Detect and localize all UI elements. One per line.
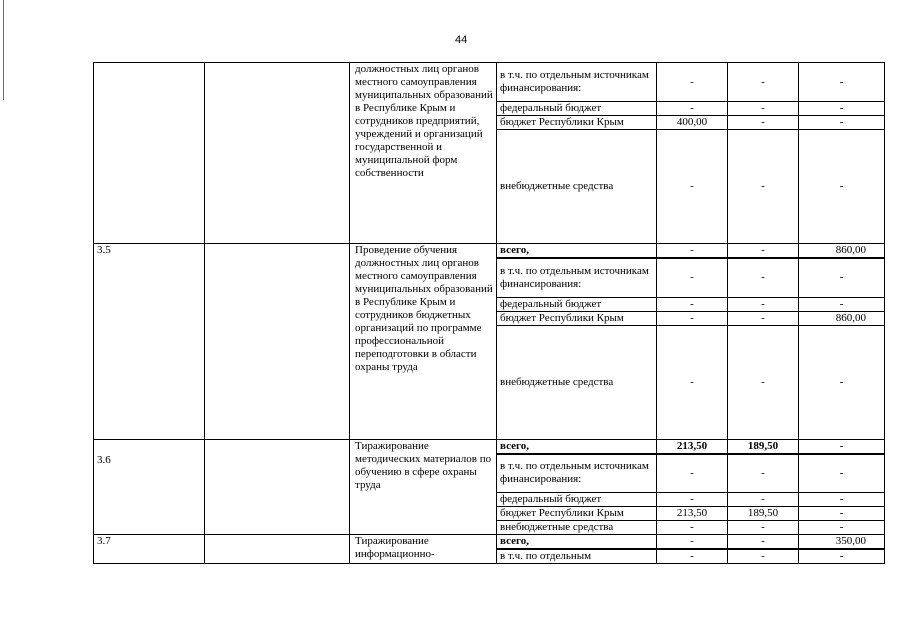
value-cell: - bbox=[657, 297, 728, 311]
value-cell: - bbox=[728, 130, 799, 244]
value-cell: - bbox=[657, 244, 728, 259]
value-cell: - bbox=[799, 63, 885, 102]
value-cell: 860,00 bbox=[799, 311, 885, 325]
value-cell: - bbox=[728, 325, 799, 439]
scan-edge-line bbox=[3, 0, 4, 100]
value-cell: - bbox=[657, 521, 728, 535]
value-cell: - bbox=[799, 549, 885, 564]
value-cell: 189,50 bbox=[728, 439, 799, 454]
source-in-tch: в т.ч. по отдельным источникам финансирования: bbox=[497, 63, 657, 102]
value-cell: - bbox=[657, 454, 728, 493]
source-total: всего, bbox=[497, 244, 657, 259]
value-cell: - bbox=[728, 493, 799, 507]
source-offbudget: внебюджетные средства bbox=[497, 325, 657, 439]
value-cell: - bbox=[657, 102, 728, 116]
item-number: 3.5 bbox=[94, 244, 205, 440]
executor-cell bbox=[205, 244, 350, 440]
value-cell: 350,00 bbox=[799, 535, 885, 550]
source-federal: федеральный бюджет bbox=[497, 102, 657, 116]
value-cell: 213,50 bbox=[657, 439, 728, 454]
value-cell: - bbox=[728, 258, 799, 297]
page-number: 44 bbox=[455, 34, 468, 46]
value-cell: - bbox=[657, 549, 728, 564]
item-number: 3.7 bbox=[94, 535, 205, 564]
source-federal: федеральный бюджет bbox=[497, 493, 657, 507]
value-cell: - bbox=[728, 116, 799, 130]
value-cell: - bbox=[657, 535, 728, 550]
source-total: всего, bbox=[497, 535, 657, 550]
source-offbudget: внебюджетные средства bbox=[497, 130, 657, 244]
value-cell: - bbox=[799, 116, 885, 130]
value-cell: - bbox=[799, 325, 885, 439]
value-cell: 400,00 bbox=[657, 116, 728, 130]
value-cell: - bbox=[799, 507, 885, 521]
table-row bbox=[94, 535, 885, 550]
source-republic: бюджет Республики Крым bbox=[497, 507, 657, 521]
value-cell: - bbox=[799, 258, 885, 297]
item-number-cell bbox=[94, 63, 205, 244]
value-cell: - bbox=[728, 535, 799, 550]
value-cell: - bbox=[728, 102, 799, 116]
table-row bbox=[94, 244, 885, 259]
executor-cell bbox=[205, 439, 350, 535]
value-cell: - bbox=[799, 297, 885, 311]
value-cell: - bbox=[799, 521, 885, 535]
source-offbudget: внебюджетные средства bbox=[497, 521, 657, 535]
source-total: всего, bbox=[497, 439, 657, 454]
value-cell: - bbox=[728, 454, 799, 493]
item-description: Тиражирование методических материалов по обучению в сфере охраны труда bbox=[350, 439, 497, 535]
item-description: Тиражирование информационно- bbox=[350, 535, 497, 564]
item-description: должностных лиц органов местного самоуправления муниципальных образований в Республике Крым и сотрудников предприятий, учреждений и организаций государственной и муниципальной форм собственности bbox=[350, 63, 497, 244]
value-cell: 189,50 bbox=[728, 507, 799, 521]
value-cell: - bbox=[728, 521, 799, 535]
value-cell: - bbox=[728, 244, 799, 259]
source-in-tch: в т.ч. по отдельным bbox=[497, 549, 657, 564]
value-cell: 860,00 bbox=[799, 244, 885, 259]
value-cell: - bbox=[728, 311, 799, 325]
budget-table bbox=[93, 62, 885, 564]
value-cell: - bbox=[657, 325, 728, 439]
value-cell: - bbox=[799, 454, 885, 493]
value-cell: - bbox=[657, 493, 728, 507]
source-republic: бюджет Республики Крым bbox=[497, 311, 657, 325]
source-federal: федеральный бюджет bbox=[497, 297, 657, 311]
source-in-tch: в т.ч. по отдельным источникам финансирования: bbox=[497, 454, 657, 493]
value-cell: - bbox=[657, 311, 728, 325]
table-row bbox=[94, 63, 885, 102]
value-cell: - bbox=[728, 297, 799, 311]
value-cell: - bbox=[657, 130, 728, 244]
item-description: Проведение обучения должностных лиц органов местного самоуправления муниципальных образований в Республике Крым и сотрудников бюджетных организаций по программе профессиональной переподготовки в области охраны труда bbox=[350, 244, 497, 440]
value-cell: - bbox=[657, 258, 728, 297]
value-cell: - bbox=[799, 102, 885, 116]
table-row bbox=[94, 439, 885, 454]
value-cell: - bbox=[799, 439, 885, 454]
item-number: 3.6 bbox=[94, 439, 205, 535]
executor-cell bbox=[205, 535, 350, 564]
value-cell: - bbox=[799, 130, 885, 244]
value-cell: - bbox=[728, 63, 799, 102]
value-cell: - bbox=[728, 549, 799, 564]
value-cell: - bbox=[799, 493, 885, 507]
executor-cell bbox=[205, 63, 350, 244]
value-cell: - bbox=[657, 63, 728, 102]
source-in-tch: в т.ч. по отдельным источникам финансирования: bbox=[497, 258, 657, 297]
value-cell: 213,50 bbox=[657, 507, 728, 521]
source-republic: бюджет Республики Крым bbox=[497, 116, 657, 130]
